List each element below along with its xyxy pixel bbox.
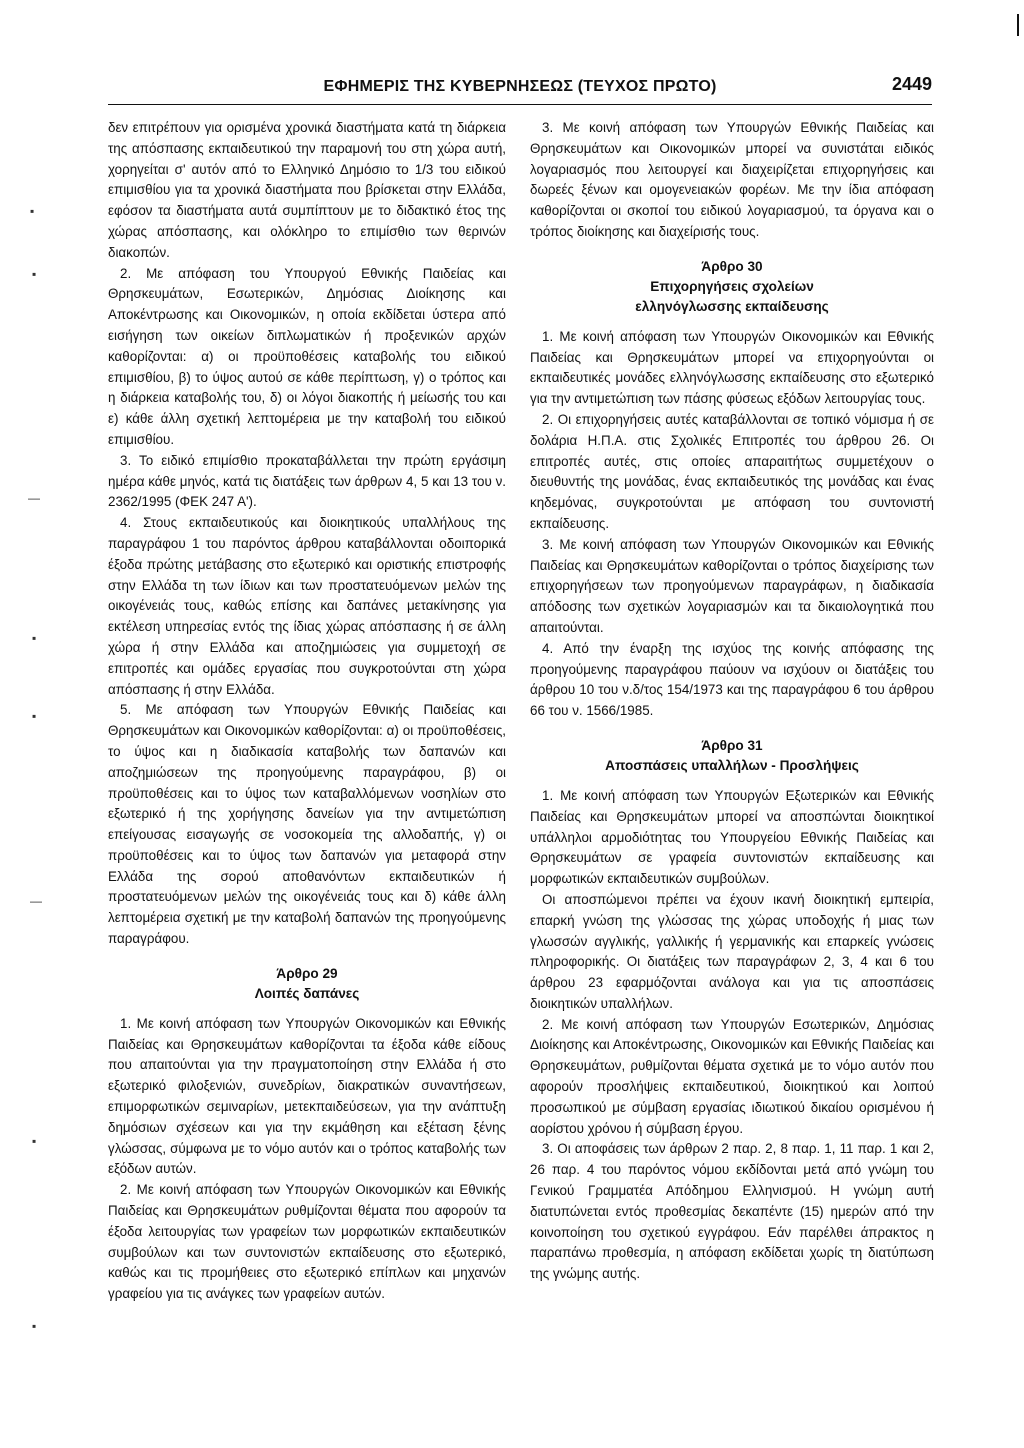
gazette-title: ΕΦΗΜΕΡΙΣ ΤΗΣ ΚΥΒΕΡΝΗΣΕΩΣ (ΤΕΥΧΟΣ ΠΡΩΤΟ) bbox=[323, 78, 717, 95]
paragraph: 4. Από την έναρξη της ισχύος της κοινής απόφασης της προηγούμενης παραγράφου παύουν να ισχύουν οι διατάξεις του άρθρου 10 του ν.δ/τος 154/1973 και της παραγράφου 6 του άρθρου 66 του ν. 1566/1985. bbox=[530, 640, 934, 719]
article-29-heading bbox=[108, 964, 506, 1004]
paragraph: 1. Με κοινή απόφαση των Υπουργών Εξωτερικών και Εθνικής Παιδείας και Θρησκευμάτων μπορεί να αποσπώνται διοικητικοί υπάλληλοι αρμοδιότητας του Υπουργείου Εθνικής Παιδείας και Θρησκευμάτων σε γραφεία συντονιστών εκπαίδευσης και μορφωτικών εκπαιδευτικών συμβούλων. bbox=[530, 787, 934, 887]
paragraph: 3. Με κοινή απόφαση των Υπουργών Οικονομικών και Εθνικής Παιδείας και Θρησκευμάτων καθορίζονται ο τρόπος διαχείρισης των επιχορηγήσεων των προηγούμενων παραγράφων, η διαδικασία απόδοσης των σχετικών λογαριασμών και τα δικαιολογητικά που απαιτούνται. bbox=[530, 536, 934, 635]
paragraph: 2. Με κοινή απόφαση των Υπουργών Εσωτερικών, Δημόσιας Διοίκησης και Αποκέντρωσης, Οικονομικών και Εθνικής Παιδείας και Θρησκευμάτων, ρυθμίζονται θέματα σχετικά με το νόμο αυτόν που αφορούν προσλήψεις εκπαιδευτικού, διοικητικού και λοιπού προσωπικού με σύμβαση εργασίας ιδιωτικού δικαίου ορισμένου ή αορίστου χρόνου ή σύμβαση έργου. bbox=[530, 1016, 934, 1136]
paragraph: δεν επιτρέπουν για ορισμένα χρονικά διαστήματα κατά τη διάρκεια της απόσπασης εκπαιδευτικού την παραμονή του στη χώρα αυτή, χορηγείται σ' αυτόν από το Ελληνικό Δημόσιο το 1/3 του ειδικού επιμισθίου για τα χρονικά διαστήματα που βρίσκεται στην Ελλάδα, εφόσον τα διαστήματα αυτά συμπίπτουν με το διδακτικό έτος της χώρας απόσπασης, και ολόκληρο το επιμίσθιο των θερινών διακοπών. bbox=[108, 120, 506, 260]
scan-edge-mark bbox=[1017, 14, 1019, 36]
paragraph: 3. Με κοινή απόφαση των Υπουργών Εθνικής Παιδείας και Θρησκευμάτων και Οικονομικών μπορεί να συνιστάται ειδικός λογαριασμός που λειτουργεί και διαχειρίζεται επιχορηγήσεις και δωρεές ξένων και ομογενειακών φορέων. Με την ίδια απόφαση καθορίζονται οι σκοποί του ειδικού λογαριασμού, τα όργανα και ο τρόπος διοίκησης και διαχείρισής τους. bbox=[530, 120, 934, 239]
margin-mark: ▪ bbox=[32, 631, 37, 645]
article-subtitle: Λοιπές δαπάνες bbox=[254, 985, 360, 1001]
paragraph: 1. Με κοινή απόφαση των Υπουργών Οικονομικών και Εθνικής Παιδείας και Θρησκευμάτων καθορίζονται τα έξοδα κάθε είδους που απαιτούνται για την πραγματοποίηση στην Ελλάδα ή στο εξωτερικό φιλοξενιών, συνεδρίων, διακρατικών συναντήσεων, επιμορφωτικών σεμιναρίων, μετεκπαιδεύσεων, για την ανάπτυξη δημόσιων σχέσεων και για την εκμάθηση και εξέταση ξένης γλώσσας, σύμφωνα με το νόμο αυτόν και ο τρόπος καταβολής των εξόδων αυτών. bbox=[108, 1015, 506, 1177]
left-column bbox=[108, 118, 506, 1305]
paragraph: 4. Στους εκπαιδευτικούς και διοικητικούς υπαλλήλους της παραγράφου 1 του παρόντος άρθρου καταβάλλονται οδοιπορικά έξοδα πρώτης μετάβασης στο εξωτερικό και οριστικής επιστροφής στην Ελλάδα τη των ίδιων και των προστατευόμενων μελών της οικογένειάς τους, καθώς επίσης και δαπάνες μετακίνησης για εκτέλεση υπηρεσίας εντός της ίδιας χώρας απόσπασης ή σε άλλη χώρα ή στην Ελλάδα και αποζημιώσεις για συμμετοχή σε επιτροπές και ομάδες εργασίας που συγκροτούνται στη χώρα απόσπασης ή στην Ελλάδα. bbox=[108, 515, 506, 697]
margin-mark: ▪ bbox=[30, 204, 35, 218]
page-header bbox=[108, 74, 932, 105]
article-31-heading bbox=[530, 736, 934, 776]
article-30-heading bbox=[530, 257, 934, 317]
paragraph: 2. Οι επιχορηγήσεις αυτές καταβάλλονται σε τοπικό νόμισμα ή σε δολάρια Η.Π.Α. στις Σχολικές Επιτροπές του άρθρου 26. Οι επιτροπές αυτές, στις οποίες απαραιτήτως συμμετέχουν ο διευθυντής της μονάδας, ένας εκπαιδευτικός της μονάδας και ένας κηδεμόνας, συγκροτούνται με απόφαση του συντονιστή εκπαίδευσης. bbox=[530, 411, 934, 531]
margin-mark: — bbox=[30, 894, 42, 908]
margin-mark: — bbox=[28, 491, 40, 505]
paragraph: 5. Με απόφαση των Υπουργών Εθνικής Παιδείας και Θρησκευμάτων και Οικονομικών καθορίζονται: α) οι προϋποθέσεις, το ύψος και η διαδικασία καταβολής των δαπανών και αποζημιώσεων της προηγούμενης παραγράφου, β) οι προϋποθέσεις και το ύψος των καταβαλλόμενων νοσηλίων στο εξωτερικό ή της χορήγησης δανείων για την αντιμετώπιση επείγουσας εισαγωγής σε νοσοκομεία της αλλοδαπής, γ) οι προϋποθέσεις και το ύψος των δαπανών για μεταφορά στην Ελλάδα της σορού αποθανόντων εκπαιδευτικών ή προστατευόμενων μελών της οικογένειάς τους και δ) κάθε άλλη λεπτομέρεια σχετική με την καταβολή δαπανών της προηγούμενης παραγράφου. bbox=[108, 702, 506, 947]
margin-mark: ▪ bbox=[32, 1134, 37, 1148]
paragraph: Οι αποσπώμενοι πρέπει να έχουν ικανή διοικητική εμπειρία, επαρκή γνώση της γλώσσας της χώρας υποδοχής ή μιας των γλωσσών αγγλικής, γαλλικής ή γερμανικής και επαρκείς γνώσεις πληροφορικής. Οι διατάξεις των παραγράφων 2, 3, 4 και 6 του άρθρου 23 εφαρμόζονται ανάλογα και για τις αποσπάσεις διοικητικών υπαλλήλων. bbox=[530, 891, 934, 1011]
margin-mark: ▪ bbox=[32, 1319, 37, 1333]
page-number: 2449 bbox=[891, 74, 932, 94]
paragraph: 2. Με κοινή απόφαση των Υπουργών Οικονομικών και Εθνικής Παιδείας και Θρησκευμάτων ρυθμίζονται θέματα που αφορούν τα έξοδα λειτουργίας των γραφείων των μορφωτικών εκπαιδευτικών συμβούλων και των συντονιστών εκπαίδευσης στο εξωτερικό, καθώς και τις προμήθειες στο εξωτερικό επίπλων και μηχανών γραφείου για τις ανάγκες των γραφείων αυτών. bbox=[108, 1182, 506, 1302]
margin-mark: ▪ bbox=[32, 709, 37, 723]
paragraph: 3. Το ειδικό επιμίσθιο προκαταβάλλεται την πρώτη εργάσιμη ημέρα κάθε μηνός, κατά τις διατάξεις των άρθρων 4, 5 και 13 του ν. 2362/1995 (ΦΕΚ 247 Α'). bbox=[108, 452, 506, 510]
article-subtitle: Επιχορηγήσεις σχολείων ελληνόγλωσσης εκπαίδευσης bbox=[635, 278, 829, 314]
right-column bbox=[530, 118, 934, 1285]
margin-mark: ▪ bbox=[32, 267, 37, 281]
paragraph: 3. Οι αποφάσεις των άρθρων 2 παρ. 2, 8 παρ. 1, 11 παρ. 1 και 2, 26 παρ. 4 του παρόντος νόμου εκδίδονται μετά από γνώμη του Γενικού Γραμματέα Απόδημου Ελληνισμού. Η γνώμη αυτή διατυπώνεται εντός προθεσμίας δεκαπέντε (15) ημερών από την κοινοποίηση του σχετικού εγγράφου. Εάν παρέλθει άπρακτος η παραπάνω προθεσμία, η απόφαση εκδίδεται χωρίς τη διατύπωση της γνώμης αυτής. bbox=[530, 1141, 934, 1282]
article-title: Άρθρο 31 bbox=[701, 737, 763, 753]
article-title: Άρθρο 29 bbox=[276, 965, 338, 981]
paragraph: 2. Με απόφαση του Υπουργού Εθνικής Παιδείας και Θρησκευμάτων, Εσωτερικών, Δημόσιας Διοίκησης και Αποκέντρωσης και Οικονομικών, η οποία εκδίδεται ύστερα από εισήγηση των οικείων διπλωματικών ή προξενικών αρχών καθορίζονται: α) οι προϋποθέσεις καταβολής του ειδικού επιμισθίου, β) το ύψος αυτού σε κάθε περίπτωση, γ) ο τρόπος και η διάρκεια καταβολής του, δ) οι λόγοι διακοπής ή μείωσής του και ε) κάθε άλλη σχετική λεπτομέρεια με την καταβολή του ειδικού επιμισθίου. bbox=[108, 265, 506, 447]
paragraph: 1. Με κοινή απόφαση των Υπουργών Οικονομικών και Εθνικής Παιδείας και Θρησκευμάτων μπορεί να επιχορηγούνται οι εκπαιδευτικές μονάδες ελληνόγλωσσης εκπαίδευσης στο εξωτερικό για την αντιμετώπιση των πάσης φύσεως εξόδων λειτουργίας τους. bbox=[530, 328, 934, 407]
article-subtitle: Αποσπάσεις υπαλλήλων - Προσλήψεις bbox=[605, 757, 859, 773]
article-title: Άρθρο 30 bbox=[701, 258, 763, 274]
